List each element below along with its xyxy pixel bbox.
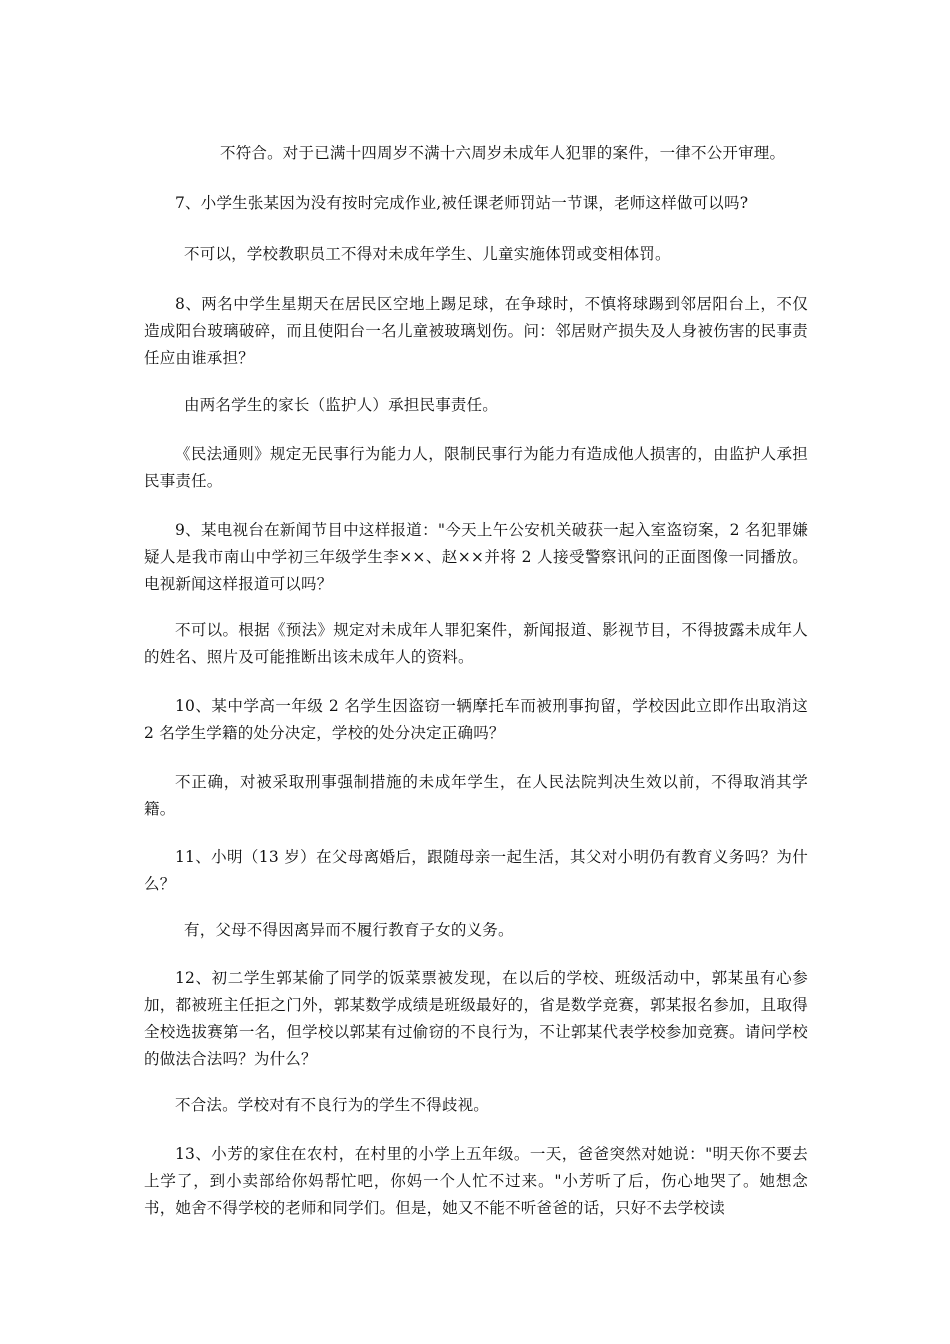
answer-12: 不合法。学校对有不良行为的学生不得歧视。	[175, 1096, 490, 1114]
question-8: 8、两名中学生星期天在居民区空地上踢足球，在争球时，不慎将球踢到邻居阳台上，不仅造成阳台玻璃破碎，而且使阳台一名儿童被玻璃划伤。问：邻居财产损失及人身被伤害的民事责任应由谁承担？	[144, 295, 808, 367]
question-11: 11、小明（13 岁）在父母离婚后，跟随母亲一起生活，其父对小明仍有教育义务吗？为什么？	[144, 848, 808, 893]
question-10: 10、某中学高一年级 2 名学生因盗窃一辆摩托车而被刑事拘留，学校因此立即作出取消这 2 名学生学籍的处分决定，学校的处分决定正确吗？	[144, 697, 808, 742]
answer-10: 不正确，对被采取刑事强制措施的未成年学生，在人民法院判决生效以前，不得取消其学籍。	[144, 773, 808, 818]
answer-7: 不可以，学校教职员工不得对未成年学生、儿童实施体罚或变相体罚。	[184, 245, 671, 263]
question-9: 9、某电视台在新闻节目中这样报道："今天上午公安机关破获一起入室盗窃案，2 名犯罪嫌疑人是我市南山中学初三年级学生李××、赵××并将 2 人接受警察讯问的正面图像一同播放。电视新闻这样报道可以吗？	[144, 521, 808, 593]
question-12: 12、初二学生郭某偷了同学的饭菜票被发现，在以后的学校、班级活动中，郭某虽有心参加，都被班主任拒之门外，郭某数学成绩是班级最好的，省是数学竞赛，郭某报名参加，且取得全校选拔赛第一名，但学校以郭某有过偷窃的不良行为，不让郭某代表学校参加竞赛。请问学校的做法合法吗？为什么？	[144, 969, 808, 1068]
answer-11: 有，父母不得因离异而不履行教育子女的义务。	[184, 921, 514, 939]
paragraph-1: 不符合。对于已满十四周岁不满十六周岁未成年人犯罪的案件，一律不公开审理。	[220, 144, 786, 162]
question-7: 7、小学生张某因为没有按时完成作业,被任课老师罚站一节课，老师这样做可以吗?	[175, 194, 749, 212]
answer-8: 由两名学生的家长（监护人）承担民事责任。	[184, 396, 499, 414]
answer-8-explanation: 《民法通则》规定无民事行为能力人，限制民事行为能力有造成他人损害的，由监护人承担民事责任。	[144, 445, 808, 490]
answer-9: 不可以。根据《预法》规定对未成年人罪犯案件，新闻报道、影视节目，不得披露未成年人的姓名、照片及可能推断出该未成年人的资料。	[144, 621, 808, 666]
question-13: 13、小芳的家住在农村，在村里的小学上五年级。一天，爸爸突然对她说："明天你不要去上学了，到小卖部给你妈帮忙吧，你妈一个人忙不过来。"小芳听了后，伤心地哭了。她想念书，她舍不得学校的老师和同学们。但是，她又不能不听爸爸的话，只好不去学校读	[144, 1145, 808, 1217]
